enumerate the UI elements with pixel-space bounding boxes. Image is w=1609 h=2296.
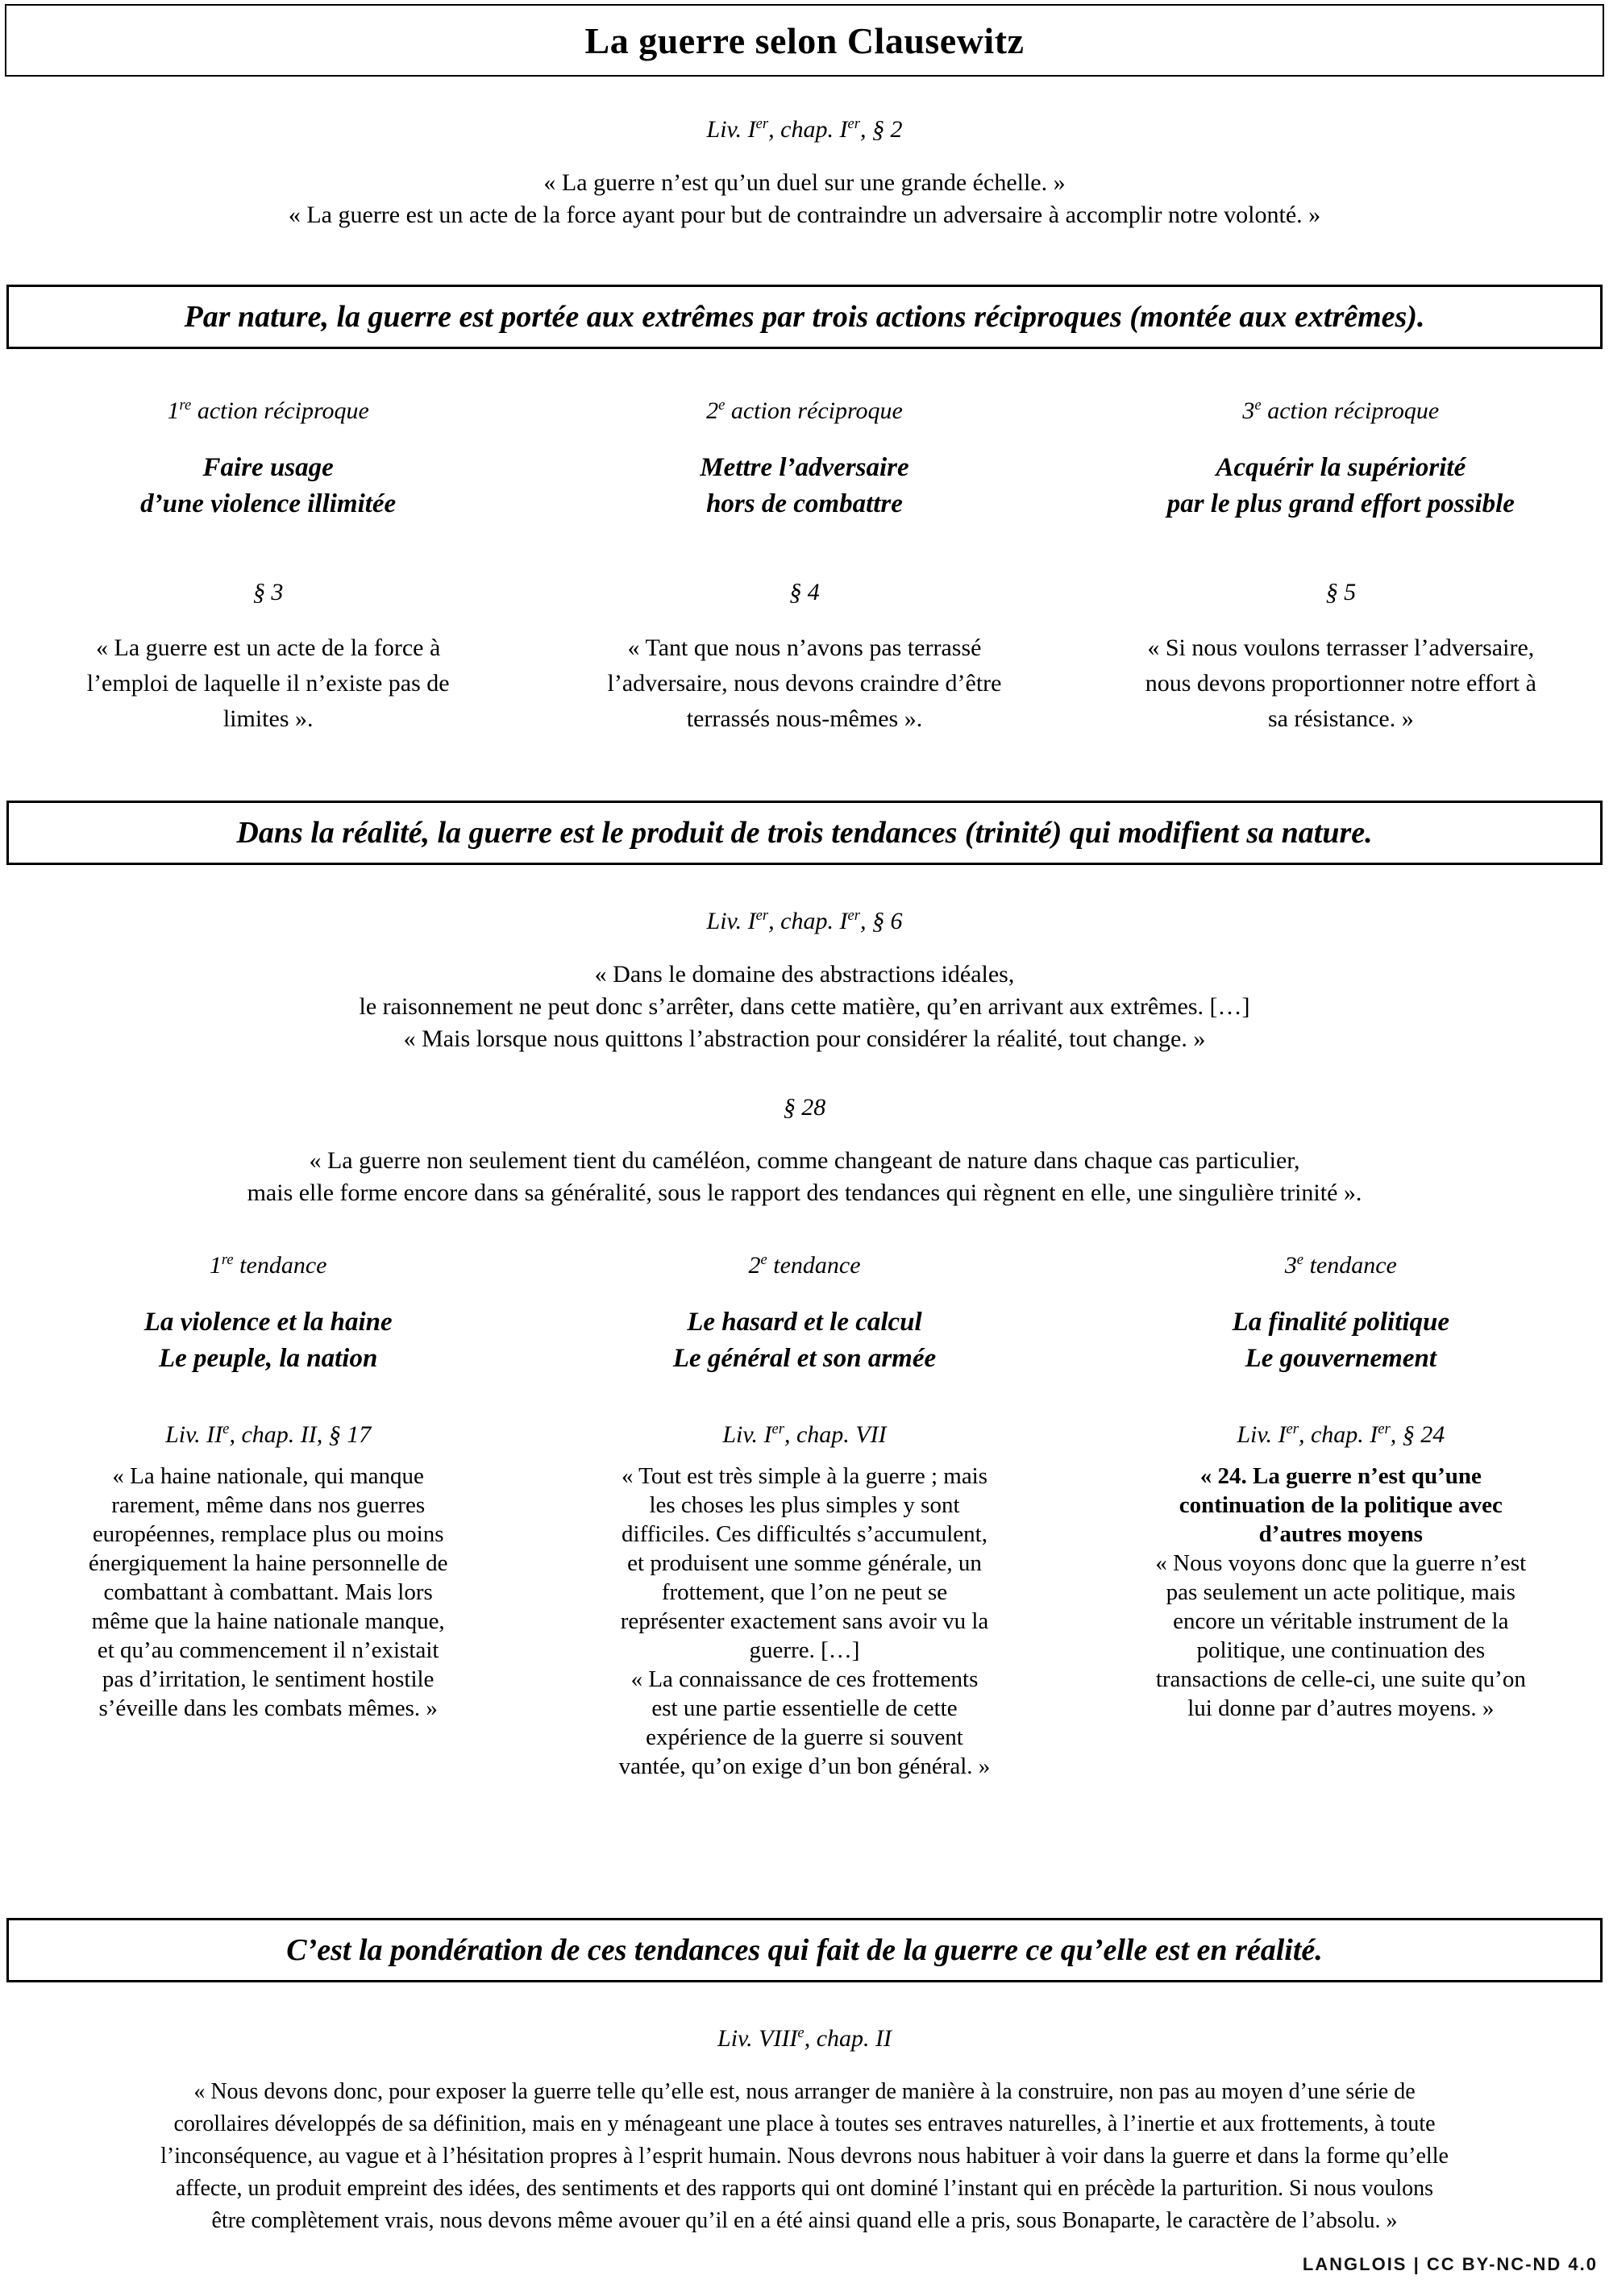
page-title: La guerre selon Clausewitz bbox=[584, 19, 1025, 61]
tendance-quotes-row bbox=[0, 1462, 1609, 1781]
tendance-1-desc: La violence et la haine Le peuple, la nation bbox=[143, 1308, 393, 1373]
conclusion-quote: « Nous devons donc, pour exposer la guerre telle qu’elle est, nous arranger de manière à la construire, non pas au moyen d’une série de corollaires développés de sa définition, mais en y ménageant une place à toutes ses entraves naturelles, à l’inertie et aux frottements, à toute l’inconséquence, au vague et à l’hésitation propres à l’esprit humain. Nous devrons nous habituer à voir dans la guerre et dans la forme qu’elle affecte, un produit empreint des idées, des sentiments et des rapports qui ont dominé l’instant qui en précède la parturition. Si nous voulons être complètement vrais, nous devons même avouer qu’il en a été ainsi quand elle a pris, sous Bonaparte, le caractère de l’absolu. » bbox=[160, 2079, 1449, 2233]
para-col-3 bbox=[1073, 576, 1609, 737]
action-col-3 bbox=[1073, 395, 1609, 522]
conclusion-reference: Liv. VIIIe, chap. II bbox=[717, 2024, 892, 2052]
para-4-quote: « Tant que nous n’avons pas terrassé l’adversaire, nous devons craindre d’être terrassés nous-mêmes ». bbox=[607, 634, 1002, 732]
action-col-1 bbox=[0, 395, 536, 522]
s28-quote: « La guerre non seulement tient du caméléon, comme changeant de nature dans chaque cas particulier, mais elle forme encore dans sa généralité, sous le rapport des tendances qui règnent en elle, une singulière trinité ». bbox=[247, 1147, 1362, 1206]
license-credit: LANGLOIS | CC BY-NC-ND 4.0 bbox=[1302, 2254, 1598, 2274]
action-1-header: 1re action réciproque bbox=[167, 397, 369, 424]
title-box bbox=[5, 4, 1604, 77]
banner-trinity: Dans la réalité, la guerre est le produit de trois tendances (trinité) qui modifient sa nature. bbox=[6, 801, 1603, 865]
action-col-2 bbox=[536, 395, 1072, 522]
tendance-1-quote-col bbox=[0, 1462, 536, 1781]
action-2-desc: Mettre l’adversaire hors de combattre bbox=[700, 453, 909, 518]
action-3-desc: Acquérir la supériorité par le plus grand effort possible bbox=[1166, 453, 1515, 518]
para-5-ref: § 5 bbox=[1325, 579, 1357, 605]
tendance-col-3 bbox=[1073, 1250, 1609, 1377]
action-2-header: 2e action réciproque bbox=[706, 397, 903, 424]
action-3-header: 3e action réciproque bbox=[1242, 397, 1440, 424]
tendance-3-desc: La finalité politique Le gouvernement bbox=[1232, 1308, 1450, 1373]
tendance-1-ref: Liv. IIe, chap. II, § 17 bbox=[165, 1420, 372, 1448]
para-col-1 bbox=[0, 576, 536, 737]
tendance-3-header: 3e tendance bbox=[1284, 1251, 1397, 1279]
para-3-ref: § 3 bbox=[252, 579, 284, 605]
tendance-col-1 bbox=[0, 1250, 536, 1377]
banner-extremes: Par nature, la guerre est portée aux extrêmes par trois actions réciproques (montée aux extrêmes). bbox=[6, 285, 1603, 349]
tendances-row bbox=[0, 1250, 1609, 1377]
tendance-col-2 bbox=[536, 1250, 1072, 1377]
s28-reference: § 28 bbox=[783, 1094, 826, 1121]
para-4-ref: § 4 bbox=[789, 579, 820, 605]
tendance-1-header: 1re tendance bbox=[209, 1251, 327, 1279]
tendance-3-quote-bold: « 24. La guerre n’est qu’une continuation de la politique avec d’autres moyens bbox=[1179, 1463, 1503, 1547]
intro-reference: Liv. Ier, chap. Ier, § 2 bbox=[706, 115, 903, 143]
paragraphs-row bbox=[0, 576, 1609, 737]
tendance-2-quote: « Tout est très simple à la guerre ; mais les choses les plus simples y sont difficiles. Ces difficultés s’accumulent, et produisent une somme générale, un frottement, que l’on ne peut se représenter exactement sans avoir vu la guerre. […] « La connaissance de ces frottements est une partie essentielle de cette expérience de la guerre si souvent vantée, qu’on exige d’un bon général. » bbox=[618, 1463, 991, 1779]
actions-row bbox=[0, 395, 1609, 522]
tendance-3-quote: « Nous voyons donc que la guerre n’est pas seulement un acte politique, mais encore un véritable instrument de la politique, une continuation des transactions de celle-ci, une suite qu’on lui donne par d’autres moyens. » bbox=[1155, 1550, 1527, 1721]
banner-ponderation: C’est la pondération de ces tendances qui fait de la guerre ce qu’elle est en réalité. bbox=[6, 1918, 1603, 1982]
para-3-quote: « La guerre est un acte de la force à l’emploi de laquelle il n’existe pas de limites ». bbox=[86, 634, 450, 732]
para-col-2 bbox=[536, 576, 1072, 737]
tendance-1-quote: « La haine nationale, qui manque rarement, même dans nos guerres européennes, remplace plus ou moins énergiquement la haine personnelle de combattant à combattant. Mais lors même que la haine nationale manque, et qu’au commencement il n’existait pas d’irritation, le sentiment hostile s’éveille dans les combats mêmes. » bbox=[88, 1463, 448, 1721]
intro-quote: « La guerre n’est qu’un duel sur une grande échelle. » « La guerre est un acte de la force ayant pour but de contraindre un adversaire à accomplir notre volonté. » bbox=[288, 169, 1321, 228]
tendance-2-header: 2e tendance bbox=[748, 1251, 861, 1279]
tendance-2-ref: Liv. Ier, chap. VII bbox=[722, 1420, 887, 1448]
book-references-row bbox=[0, 1419, 1609, 1451]
tendance-3-quote-col bbox=[1073, 1462, 1609, 1781]
tendance-3-ref: Liv. Ier, chap. Ier, § 24 bbox=[1237, 1420, 1445, 1448]
trinity-quote: « Dans le domaine des abstractions idéales, le raisonnement ne peut donc s’arrêter, dans cette matière, qu’en arrivant aux extrêmes. […] « Mais lorsque nous quittons l’abstraction pour considérer la réalité, tout change. » bbox=[359, 961, 1250, 1052]
tendance-2-quote-col bbox=[536, 1462, 1072, 1781]
para-5-quote: « Si nous voulons terrasser l’adversaire, nous devons proportionner notre effort à sa résistance. » bbox=[1145, 634, 1536, 732]
tendance-2-desc: Le hasard et le calcul Le général et son armée bbox=[672, 1308, 937, 1373]
action-1-desc: Faire usage d’une violence illimitée bbox=[140, 453, 397, 518]
trinity-reference: Liv. Ier, chap. Ier, § 6 bbox=[706, 907, 903, 934]
